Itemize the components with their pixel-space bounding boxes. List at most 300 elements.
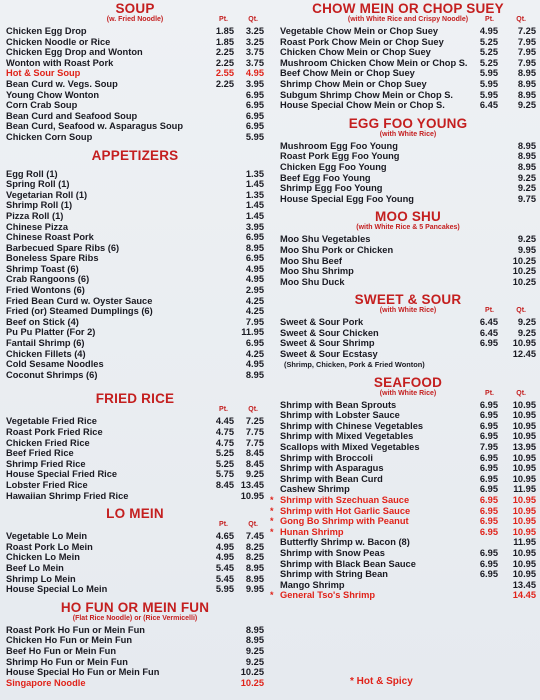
menu-item-quart-price: 9.25 (517, 234, 536, 245)
menu-item-quart-price: 8.45 (245, 448, 264, 459)
menu-item-name: Shrimp with Black Bean Sauce (280, 558, 416, 569)
menu-item-quart-price: 4.25 (245, 306, 264, 317)
menu-item-quart-price: 9.25 (245, 645, 264, 656)
menu-item-quart-price: 8.95 (245, 562, 264, 573)
menu-item-quart-price: 8.45 (245, 458, 264, 469)
section-title: CHOW MEIN OR CHOP SUEY (312, 1, 504, 16)
menu-item-name: Young Chow Wonton (6, 89, 100, 100)
menu-item-name: Shrimp with String Bean (280, 569, 388, 580)
menu-item-quart-price: 6.95 (245, 232, 264, 243)
menu-item-name: Chicken Chow Mein or Chop Suey (280, 47, 431, 58)
menu-item-pint-price: 5.95 (479, 68, 498, 79)
menu-section-sweet-sour (280, 291, 536, 369)
menu-item-name: Shrimp Chow Mein or Chop Suey (280, 78, 427, 89)
menu-item-quart-price: 10.95 (512, 516, 536, 527)
menu-item-name: Crab Rangoons (6) (6, 274, 90, 285)
menu-item-quart-price: 8.95 (245, 242, 264, 253)
menu-item-quart-price: 7.25 (245, 416, 264, 427)
menu-item-name: House Special Fried Rice (6, 469, 118, 480)
menu-item-pint-price: 1.85 (215, 36, 234, 47)
menu-item-quart-price: 7.75 (245, 427, 264, 437)
menu-item (6, 574, 264, 585)
menu-item (280, 173, 536, 184)
menu-item-quart-price: 10.95 (512, 505, 536, 516)
menu-item (280, 400, 536, 411)
pint-column-label: Pt. (219, 16, 228, 23)
menu-item-name: Beef Fried Rice (6, 448, 74, 459)
menu-item-quart-price: 13.45 (240, 479, 264, 490)
menu-item-quart-price: 6.95 (245, 338, 264, 349)
menu-item-quart-price: 9.95 (245, 584, 264, 595)
menu-item-pint-price: 1.85 (215, 26, 234, 36)
section-title: SEAFOOD (373, 374, 443, 390)
hot-spicy-star-icon: * (270, 495, 274, 505)
menu-item (6, 438, 264, 449)
menu-item-quart-price: 10.95 (512, 473, 536, 484)
menu-item-name: Shrimp with Mixed Vegetables (280, 431, 414, 442)
menu-item-name: Singapore Noodle (6, 677, 86, 688)
menu-item (280, 256, 536, 267)
menu-item-name: Chinese Roast Pork (6, 232, 94, 243)
menu-item-quart-price: 2.95 (245, 285, 264, 296)
menu-item (6, 678, 264, 689)
menu-item-name: Gong Bo Shrimp with Peanut (280, 516, 409, 527)
menu-item-name: Barbecued Spare Ribs (6) (6, 242, 120, 253)
menu-item (280, 151, 536, 162)
menu-item-pint-price: 4.75 (215, 427, 234, 437)
quart-column-label: Qt. (248, 406, 258, 414)
menu-item-quart-price: 7.75 (245, 437, 264, 448)
menu-item-name: Scallops with Mixed Vegetables (280, 442, 420, 453)
menu-item-pint-price: 4.95 (215, 541, 234, 552)
menu-item (6, 491, 264, 502)
menu-item-quart-price: 9.25 (517, 183, 536, 194)
menu-item-pint-price: 5.25 (479, 36, 498, 47)
menu-item-quart-price: 10.95 (512, 420, 536, 431)
menu-item-name: Chicken Fillets (4) (6, 348, 86, 359)
menu-item (270, 590, 536, 601)
menu-item-name: Hawaiian Shrimp Fried Rice (6, 490, 129, 501)
menu-item (6, 416, 264, 427)
menu-item-pint-price: 5.25 (215, 448, 234, 459)
menu-item-quart-price: 8.25 (245, 552, 264, 563)
menu-item-name: Chinese Pizza (6, 221, 69, 232)
menu-item (6, 47, 264, 58)
menu-item-name: Bean Curd w. Vegs. Soup (6, 78, 118, 89)
menu-item-name: Cashew Shrimp (280, 484, 350, 495)
menu-item-quart-price: 7.95 (517, 47, 536, 58)
menu-item-pint-price: 6.95 (479, 569, 498, 580)
menu-item (6, 349, 264, 360)
menu-item-quart-price: 3.75 (245, 57, 264, 68)
menu-item-pint-price: 2.25 (215, 78, 234, 89)
section-header (280, 115, 536, 141)
section-header (280, 208, 536, 234)
menu-item (280, 68, 536, 79)
menu-item-quart-price: 10.95 (512, 463, 536, 474)
menu-item-pint-price: 5.75 (215, 469, 234, 480)
menu-item-name: Pizza Roll (1) (6, 210, 64, 221)
menu-item (280, 234, 536, 245)
menu-item-name: Sweet & Sour Ecstasy (280, 349, 378, 360)
menu-item (6, 68, 264, 79)
menu-item-name: Chicken Ho Fun or Mein Fun (6, 635, 133, 646)
menu-item-pint-price: 4.45 (215, 416, 234, 427)
menu-item-quart-price: 8.95 (245, 573, 264, 584)
menu-item-name: Shrimp with Lobster Sauce (280, 410, 400, 421)
menu-item-name: House Special Lo Mein (6, 584, 108, 595)
pint-column-label: Pt. (485, 307, 494, 315)
menu-item-name: Chicken Egg Drop and Wonton (6, 47, 143, 58)
menu-item (6, 200, 264, 211)
menu-item-name: Beef on Stick (4) (6, 316, 79, 327)
menu-item (6, 646, 264, 657)
menu-item-name: Roast Pork Fried Rice (6, 427, 103, 437)
section-title: FRIED RICE (95, 391, 175, 407)
menu-item (6, 338, 264, 349)
menu-item (6, 211, 264, 222)
menu-item-quart-price: 9.25 (517, 100, 536, 111)
menu-item (6, 306, 264, 317)
section-title: SWEET & SOUR (354, 292, 462, 308)
menu-item-name: Vegetable Chow Mein or Chop Suey (280, 26, 439, 36)
menu-item (6, 317, 264, 328)
section-subtitle: (with White Rice) (379, 307, 437, 315)
section-title: EGG FOO YOUNG (348, 115, 468, 131)
menu-item-name: Shrimp with Chinese Vegetables (280, 420, 424, 431)
menu-item-quart-price: 10.95 (512, 431, 536, 442)
menu-item-name: Shrimp Lo Mein (6, 573, 76, 584)
menu-item-quart-price: 13.45 (512, 579, 536, 590)
menu-item-name: Shrimp with Broccoli (280, 452, 373, 463)
quart-column-label: Qt. (516, 16, 526, 23)
menu-item (270, 505, 536, 517)
menu-item-quart-price: 10.95 (512, 558, 536, 569)
menu-item-name: Vegetarian Roll (1) (6, 189, 88, 200)
menu-item (6, 448, 264, 459)
menu-item (280, 410, 536, 421)
menu-item (6, 459, 264, 470)
menu-item (6, 169, 264, 180)
menu-item (280, 431, 536, 442)
menu-item (280, 317, 536, 328)
menu-item (280, 548, 536, 559)
menu-item-quart-price: 10.95 (512, 495, 536, 505)
menu-item-quart-price: 8.95 (517, 140, 536, 151)
menu-item-quart-price: 3.75 (245, 47, 264, 58)
menu-item-name: Roast Pork Egg Foo Young (280, 151, 400, 162)
menu-item-pint-price: 6.95 (479, 399, 498, 410)
menu-item (280, 569, 536, 580)
menu-item-quart-price: 9.25 (245, 656, 264, 667)
menu-item-name: Pu Pu Platter (For 2) (6, 327, 96, 338)
menu-item-name: Chicken Lo Mein (6, 552, 80, 563)
menu-item (280, 183, 536, 194)
menu-item (280, 194, 536, 205)
menu-item-pint-price: 6.95 (479, 547, 498, 558)
menu-item-quart-price: 6.95 (245, 89, 264, 100)
menu-item (6, 285, 264, 296)
menu-item (280, 338, 536, 349)
menu-item-quart-price: 1.35 (245, 168, 264, 179)
menu-item (6, 179, 264, 190)
menu-item-pint-price: 6.95 (479, 338, 498, 349)
menu-item-quart-price: 11.95 (513, 484, 536, 495)
pint-column-label: Pt. (219, 521, 228, 529)
menu-item-quart-price: 3.95 (245, 221, 264, 232)
menu-item (6, 531, 264, 542)
menu-item (280, 349, 536, 360)
menu-item-pint-price: 2.25 (215, 47, 234, 58)
menu-item-name: Cold Sesame Noodles (6, 359, 104, 370)
menu-item-name: Sweet & Sour Shrimp (280, 338, 375, 349)
menu-item-quart-price: 10.95 (512, 526, 536, 537)
menu-item-name: House Special Egg Foo Young (280, 193, 414, 204)
menu-item-quart-price: 9.25 (517, 172, 536, 183)
menu-item-quart-price: 10.95 (512, 410, 536, 421)
menu-item-name: Corn Crab Soup (6, 100, 78, 111)
menu-item-name: Beef Chow Mein or Chop Suey (280, 68, 415, 79)
menu-item-pint-price: 6.95 (479, 558, 498, 569)
menu-item (280, 537, 536, 548)
menu-item (280, 141, 536, 152)
section-subtitle: (with White Rice) (379, 130, 437, 138)
menu-item-pint-price: 6.95 (479, 473, 498, 484)
menu-item-quart-price: 10.25 (512, 255, 536, 266)
menu-section-egg-foo-young (280, 115, 536, 205)
menu-item-pint-price: 5.95 (215, 584, 234, 595)
menu-item-name: Bean Curd, Seafood w. Asparagus Soup (6, 121, 184, 132)
menu-item-pint-price: 6.45 (479, 327, 498, 338)
menu-item (6, 657, 264, 668)
menu-item-quart-price: 3.25 (245, 26, 264, 36)
section-title: LO MEIN (106, 506, 164, 522)
menu-item-name: Beef Egg Foo Young (280, 172, 371, 183)
section-header (6, 390, 264, 416)
menu-item (6, 563, 264, 574)
menu-item (280, 79, 536, 90)
section-header (6, 505, 264, 531)
menu-item-quart-price: 8.95 (245, 624, 264, 635)
menu-item-quart-price: 3.95 (245, 78, 264, 89)
menu-item-name: Wonton with Roast Pork (6, 57, 114, 68)
menu-item-quart-price: 8.95 (517, 68, 536, 79)
menu-item-quart-price: 10.95 (512, 452, 536, 463)
menu-item-name: Chicken Egg Drop (6, 26, 87, 36)
section-title: SOUP (115, 1, 155, 16)
menu-section-ho-fun (6, 599, 264, 689)
menu-item-name: Hot & Sour Soup (6, 68, 81, 79)
section-header (6, 147, 264, 169)
menu-item (280, 90, 536, 101)
menu-item-quart-price: 10.95 (512, 338, 536, 349)
menu-item (280, 463, 536, 474)
section-subtitle: (with White Rice and Crispy Noodle) (347, 16, 469, 23)
menu-item (280, 58, 536, 69)
menu-section-soup (6, 0, 264, 143)
section-subtitle: (with White Rice) (379, 389, 437, 397)
menu-item (280, 245, 536, 256)
menu-item-name: Shrimp Toast (6) (6, 263, 79, 274)
menu-item (270, 526, 536, 538)
menu-item-quart-price: 3.25 (245, 36, 264, 47)
menu-item-pint-price: 5.25 (479, 47, 498, 58)
menu-item-quart-price: 1.35 (245, 189, 264, 200)
menu-item-quart-price: 1.45 (245, 210, 264, 221)
menu-item-name: Fantail Shrimp (6) (6, 338, 85, 349)
section-header (280, 291, 536, 317)
menu-item-quart-price: 6.95 (245, 253, 264, 264)
menu-item-name: Moo Shu Beef (280, 255, 342, 266)
section-subtitle: (Flat Rice Noodle) or (Rice Vermicelli) (72, 614, 198, 622)
hot-spicy-star-icon: * (270, 526, 274, 537)
menu-item-quart-price: 10.95 (512, 399, 536, 410)
menu-item-name: Chicken Corn Soup (6, 131, 93, 142)
menu-item-pint-price: 4.75 (215, 437, 234, 448)
menu-item (6, 584, 264, 595)
menu-item (280, 442, 536, 453)
menu-item (6, 625, 264, 636)
menu-item-name: Hunan Shrimp (280, 526, 344, 537)
menu-item (280, 580, 536, 591)
menu-item (6, 26, 264, 37)
menu-item-pint-price: 6.95 (479, 410, 498, 421)
menu-item-name: Shrimp with Bean Curd (280, 473, 383, 484)
menu-item (280, 421, 536, 432)
menu-item (6, 552, 264, 563)
quart-column-label: Qt. (516, 389, 526, 397)
menu-item-quart-price: 10.25 (240, 677, 264, 688)
menu-item-name: House Special Ho Fun or Mein Fun (6, 667, 160, 678)
menu-item (6, 79, 264, 90)
menu-item-pint-price: 4.95 (479, 26, 498, 36)
menu-item (280, 277, 536, 288)
menu-item (6, 635, 264, 646)
menu-item-quart-price: 1.45 (245, 200, 264, 211)
menu-item (6, 327, 264, 338)
menu-item-name: Beef Lo Mein (6, 562, 64, 573)
menu-item-quart-price: 10.25 (512, 276, 536, 287)
menu-section-lo-mein (6, 505, 264, 595)
section-header (280, 0, 536, 26)
menu-item-name: Chicken Fried Rice (6, 437, 90, 448)
menu-item-name: Sweet & Sour Pork (280, 317, 364, 328)
hot-spicy-star-icon: * (270, 516, 274, 527)
menu-item-quart-price: 10.95 (512, 569, 536, 580)
menu-item-name: Chicken Egg Foo Young (280, 161, 387, 172)
menu-item-pint-price: 6.95 (479, 505, 498, 516)
menu-item (6, 190, 264, 201)
menu-item-quart-price: 7.25 (517, 26, 536, 36)
menu-item (280, 100, 536, 111)
menu-item-quart-price: 7.95 (517, 57, 536, 68)
menu-item-name: Fried Wontons (6) (6, 285, 85, 296)
menu-item-pint-price: 7.95 (479, 442, 498, 453)
section-note: (Shrimp, Chicken, Pork & Fried Wonton) (284, 359, 425, 369)
menu-item-name: Boneless Spare Ribs (6, 253, 99, 264)
menu-item-name: Subgum Shrimp Chow Mein or Chop S. (280, 89, 454, 100)
menu-item (280, 47, 536, 58)
menu-item-pint-price: 6.95 (479, 431, 498, 442)
menu-item-name: Vegetable Fried Rice (6, 416, 97, 427)
pint-column-label: Pt. (485, 389, 494, 397)
menu-item (6, 370, 264, 381)
menu-item-quart-price: 4.25 (245, 295, 264, 306)
menu-item (6, 132, 264, 143)
menu-item-pint-price: 5.45 (215, 562, 234, 573)
menu-item (280, 266, 536, 277)
section-subtitle: (with White Rice & 5 Pancakes) (356, 224, 460, 232)
menu-item (6, 469, 264, 480)
pint-column-label: Pt. (485, 16, 494, 23)
menu-item-name: General Tso's Shrimp (280, 590, 376, 601)
hot-spicy-star-icon: * (270, 590, 274, 601)
menu-item (280, 474, 536, 485)
menu-item-quart-price: 6.95 (245, 121, 264, 132)
section-header (280, 374, 536, 400)
hot-spicy-star-icon: * (270, 505, 274, 516)
section-subtitle: (w. Fried Noodle) (106, 16, 164, 23)
menu-item (6, 667, 264, 678)
menu-item (6, 222, 264, 233)
menu-item-name: Shrimp Egg Foo Young (280, 183, 383, 194)
menu-item-pint-price: 4.95 (215, 552, 234, 563)
menu-item-quart-price: 4.95 (245, 263, 264, 274)
menu-item-name: Lobster Fried Rice (6, 479, 88, 490)
menu-item-pint-price: 5.95 (479, 89, 498, 100)
menu-item-pint-price: 2.25 (215, 57, 234, 68)
menu-item-name: Shrimp with Bean Sprouts (280, 399, 397, 410)
menu-item-quart-price: 5.95 (245, 131, 264, 142)
menu-item-quart-price: 8.95 (517, 78, 536, 89)
menu-item-quart-price: 14.45 (512, 590, 536, 601)
menu-item (280, 453, 536, 464)
menu-item-quart-price: 8.95 (517, 89, 536, 100)
menu-item-name: Shrimp with Snow Peas (280, 547, 385, 558)
menu-item-name: Fried (or) Steamed Dumplings (6) (6, 306, 153, 317)
quart-column-label: Qt. (516, 307, 526, 315)
menu-item (6, 232, 264, 243)
menu-item-name: Coconut Shrimps (6) (6, 369, 98, 380)
menu-item-name: Beef Ho Fun or Mein Fun (6, 645, 117, 656)
menu-section-seafood (270, 374, 536, 601)
menu-item-quart-price: 10.95 (240, 490, 264, 501)
menu-item (6, 90, 264, 101)
menu-item-name: Shrimp Fried Rice (6, 458, 86, 469)
menu-item-pint-price: 6.95 (479, 526, 498, 537)
menu-item-name: Shrimp with Asparagus (280, 463, 384, 474)
menu-item-quart-price: 13.95 (512, 442, 536, 453)
menu-item-pint-price: 6.45 (479, 100, 498, 111)
menu-item-quart-price: 7.95 (245, 316, 264, 327)
menu-item-quart-price: 8.95 (517, 161, 536, 172)
menu-item-name: Mushroom Egg Foo Young (280, 140, 398, 151)
menu-item-name: Roast Pork Ho Fun or Mein Fun (6, 624, 145, 635)
menu-item (6, 359, 264, 370)
menu-item-pint-price: 5.25 (479, 57, 498, 68)
menu-item-quart-price: 12.45 (512, 349, 536, 360)
menu-item-quart-price: 10.95 (512, 547, 536, 558)
menu-item-quart-price: 4.95 (245, 68, 264, 79)
menu-item-name: Bean Curd and Seafood Soup (6, 110, 138, 121)
menu-item-pint-price: 6.95 (479, 516, 498, 527)
menu-item (6, 296, 264, 307)
menu-item-name: Roast Pork Chow Mein or Chop Suey (280, 36, 444, 47)
menu-item (270, 516, 536, 527)
menu-item-quart-price: 11.95 (241, 327, 264, 338)
menu-item-name: House Special Chow Mein or Chop S. (280, 100, 445, 111)
menu-item-quart-price: 4.95 (245, 274, 264, 285)
